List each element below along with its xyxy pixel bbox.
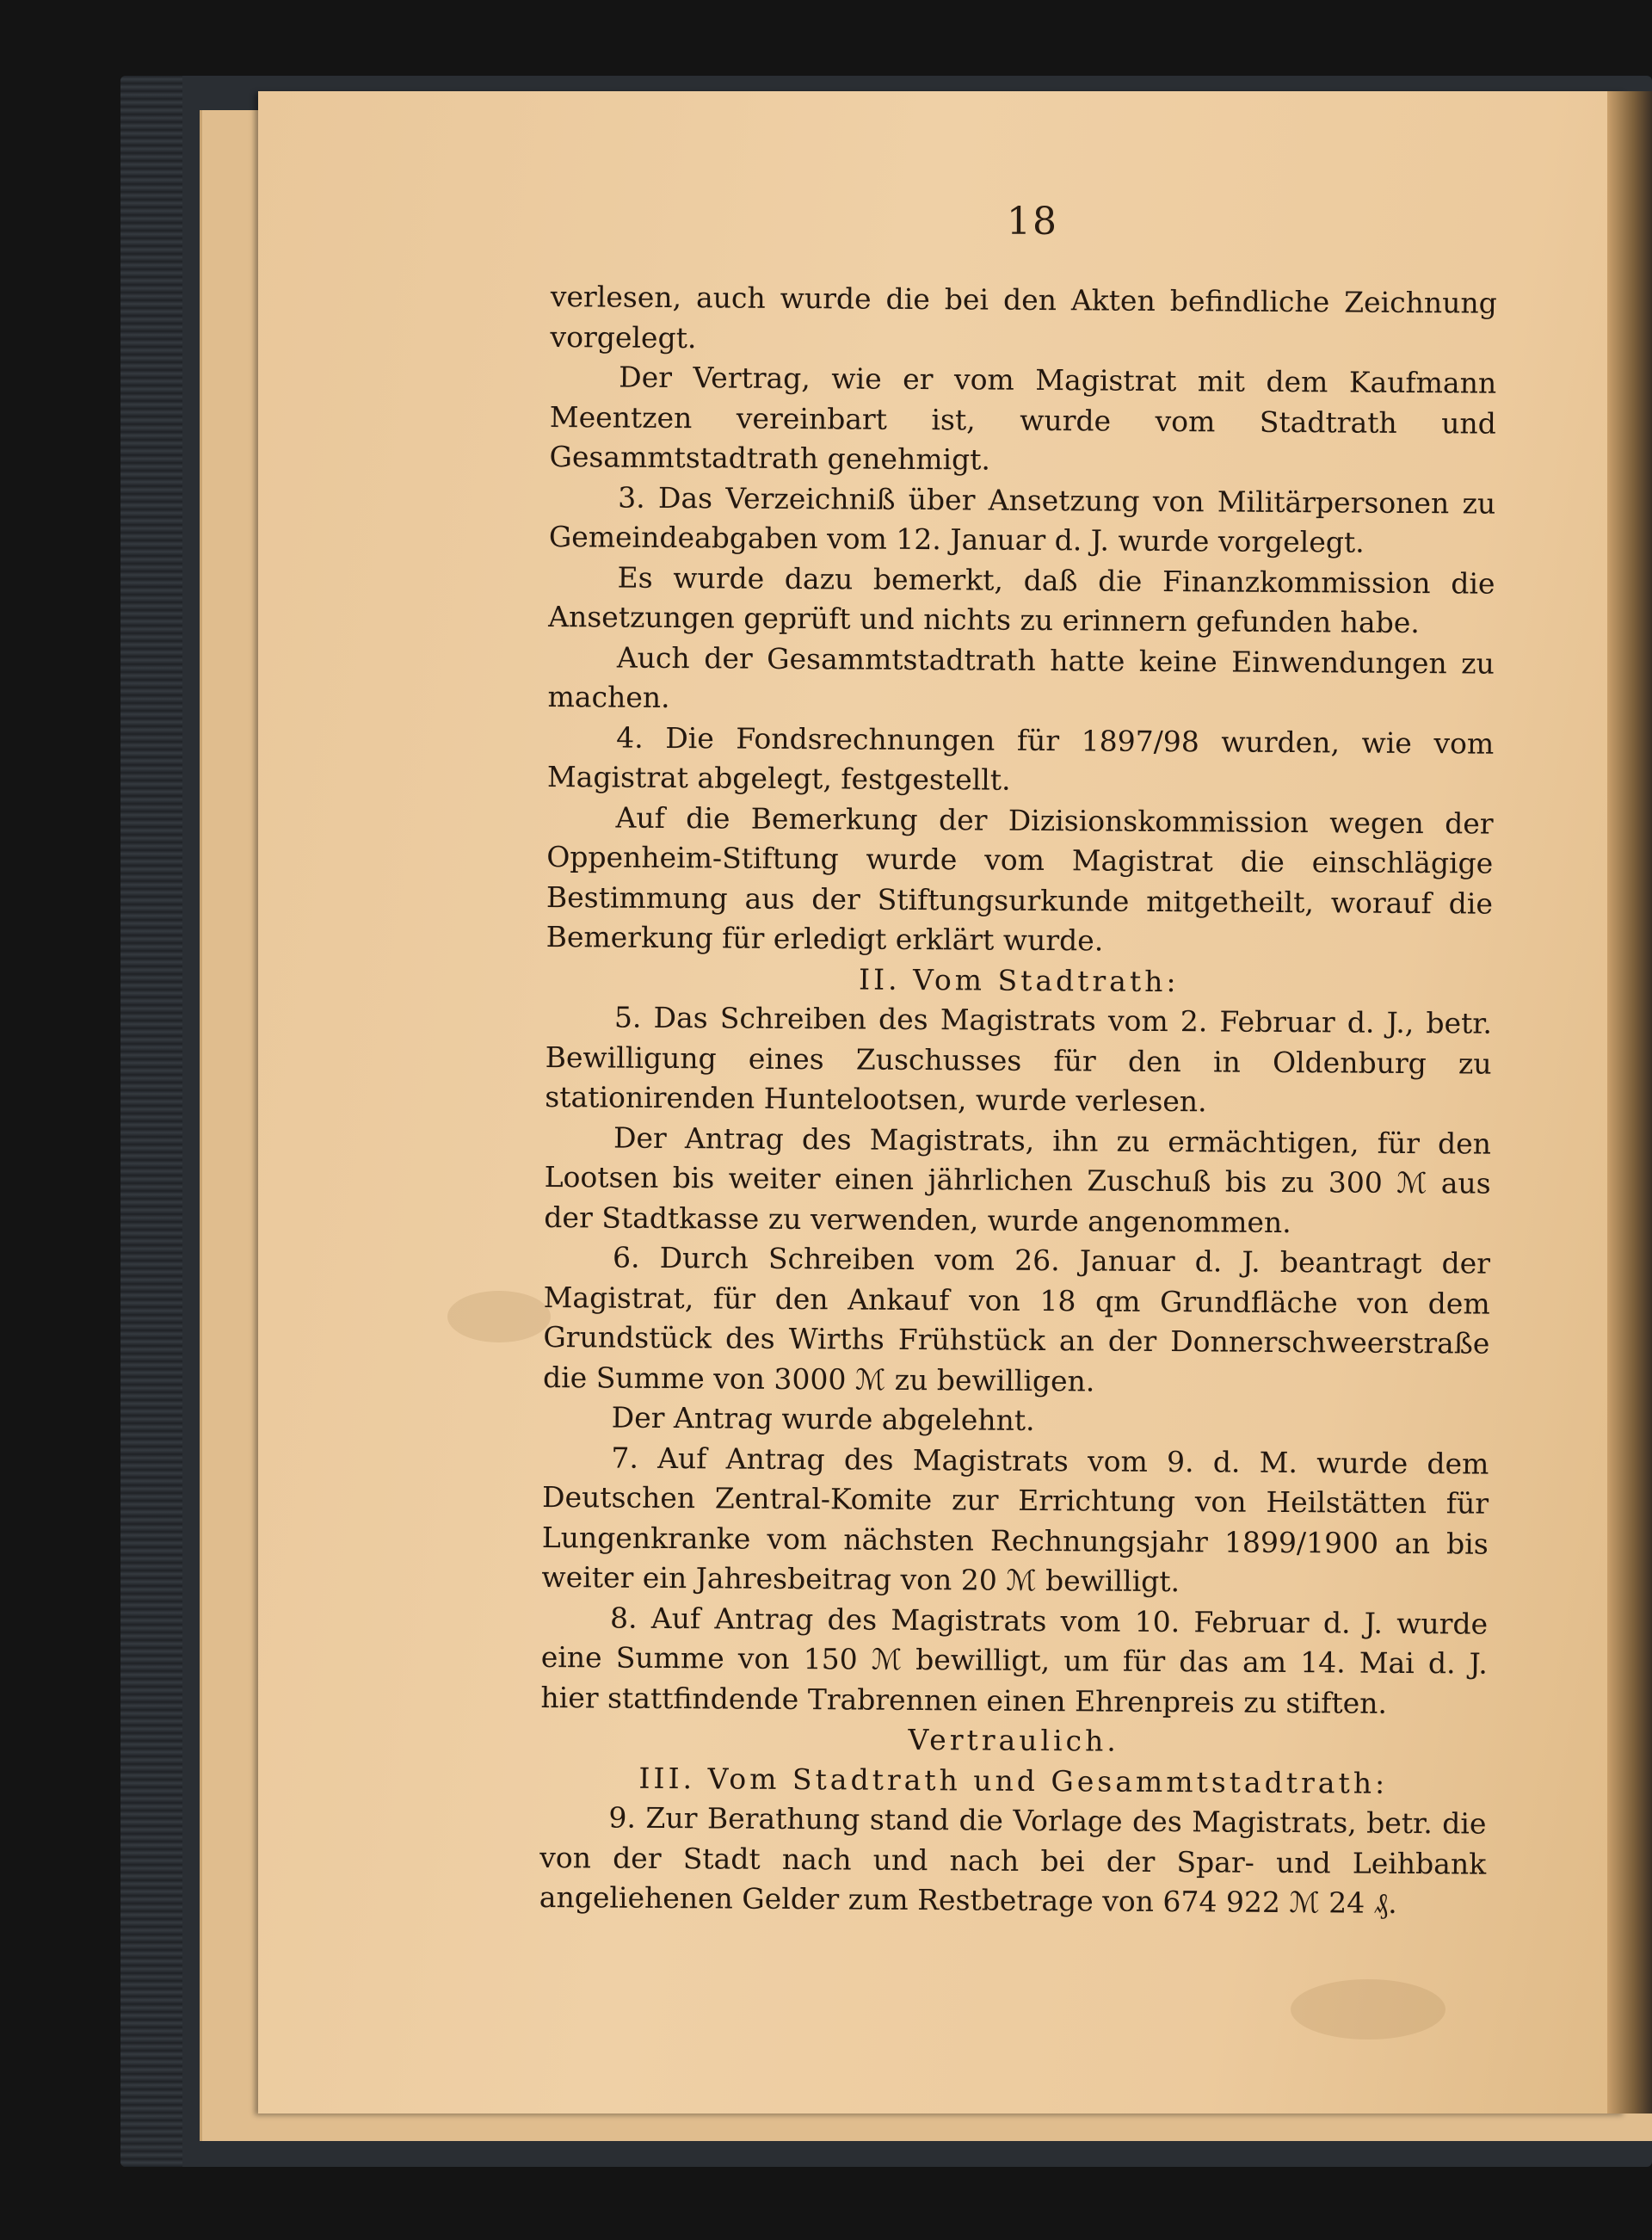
paragraph: 6. Durch Schreiben vom 26. Januar d. J. beantragt der Magistrat, für den Ankauf von 18 qm Grundfläche von dem Grundstück des Wirths Frühstück an der Donnerschweerstraße die Summe von 3000 ℳ zu bewilligen. xyxy=(542,1240,1491,1398)
paragraph: 8. Auf Antrag des Magistrats vom 10. Februar d. J. wurde eine Summe von 150 ℳ bewilligt, um für das am 14. Mai d. J. hier stattfindende Trabrennen einen Ehrenpreis zu stiften. xyxy=(540,1601,1489,1720)
paper-stain xyxy=(447,1291,551,1342)
body-text xyxy=(539,277,1497,1924)
paragraph: 7. Auf Antrag des Magistrats vom 9. d. M. wurde dem Deutschen Zentral-Komite zur Errichtung von Heilstätten für Lungenkranke vom nächsten Rechnungsjahr 1899/1900 an bis weiter ein Jahresbeitrag von 20 ℳ bewilligt. xyxy=(541,1441,1489,1599)
paragraph: 5. Das Schreiben des Magistrats vom 2. Februar d. J., betr. Bewilligung eines Zuschusses für den in Oldenburg zu stationirenden Huntelootsen, wurde verlesen. xyxy=(545,1000,1493,1119)
paper-stain xyxy=(1291,1979,1446,2039)
paragraph: Auf die Bemerkung der Dizisionskommission wegen der Oppenheim-Stiftung wurde vom Magistrat die einschlägige Bestimmung aus der Stiftungsurkunde mitgetheilt, worauf die Bemerkung für erledigt erklärt wurde. xyxy=(546,800,1494,958)
book-spine xyxy=(120,76,182,2167)
paragraph: Der Antrag des Magistrats, ihn zu ermächtigen, für den Lootsen bis weiter einen jährlichen Zuschuß bis zu 300 ℳ aus der Stadtkasse zu verwenden, wurde angenommen. xyxy=(544,1120,1492,1239)
paragraph: 9. Zur Berathung stand die Vorlage des Magistrats, betr. die von der Stadt nach und nach bei der Spar- und Leihbank angeliehenen Gelder zum Restbetrage von 674 922 ℳ 24 ₰. xyxy=(539,1800,1487,1920)
page-number: 18 xyxy=(1007,200,1058,244)
paragraph: Es wurde dazu bemerkt, daß die Finanzkommission die Ansetzungen geprüft und nichts zu erinnern gefunden habe. xyxy=(548,560,1495,640)
section-heading: II. Vom Stadtrath: xyxy=(858,962,1180,998)
paragraph: 4. Die Fondsrechnungen für 1897/98 wurden, wie vom Magistrat abgelegt, festgestellt. xyxy=(546,720,1495,797)
page-gutter xyxy=(1607,91,1652,2113)
paragraph: 3. Das Verzeichniß über Ansetzung von Militärpersonen zu Gemeindeabgaben vom 12. Januar d. J. wurde vorgelegt. xyxy=(548,480,1496,559)
paragraph: verlesen, auch wurde die bei den Akten befindliche Zeichnung vorgelegt. xyxy=(550,279,1497,355)
paragraph: Der Vertrag, wie er vom Magistrat mit dem Kaufmann Meentzen vereinbart ist, wurde vom Stadtrath und Gesammtstadtrath genehmigt. xyxy=(549,360,1497,477)
paragraph: Der Antrag wurde abgelehnt. xyxy=(611,1400,1035,1437)
section-heading: III. Vom Stadtrath und Gesammtstadtrath: xyxy=(638,1761,1389,1800)
paragraph: Auch der Gesammtstadtrath hatte keine Einwendungen zu machen. xyxy=(547,640,1495,714)
confidential-heading: Vertraulich. xyxy=(908,1722,1119,1758)
